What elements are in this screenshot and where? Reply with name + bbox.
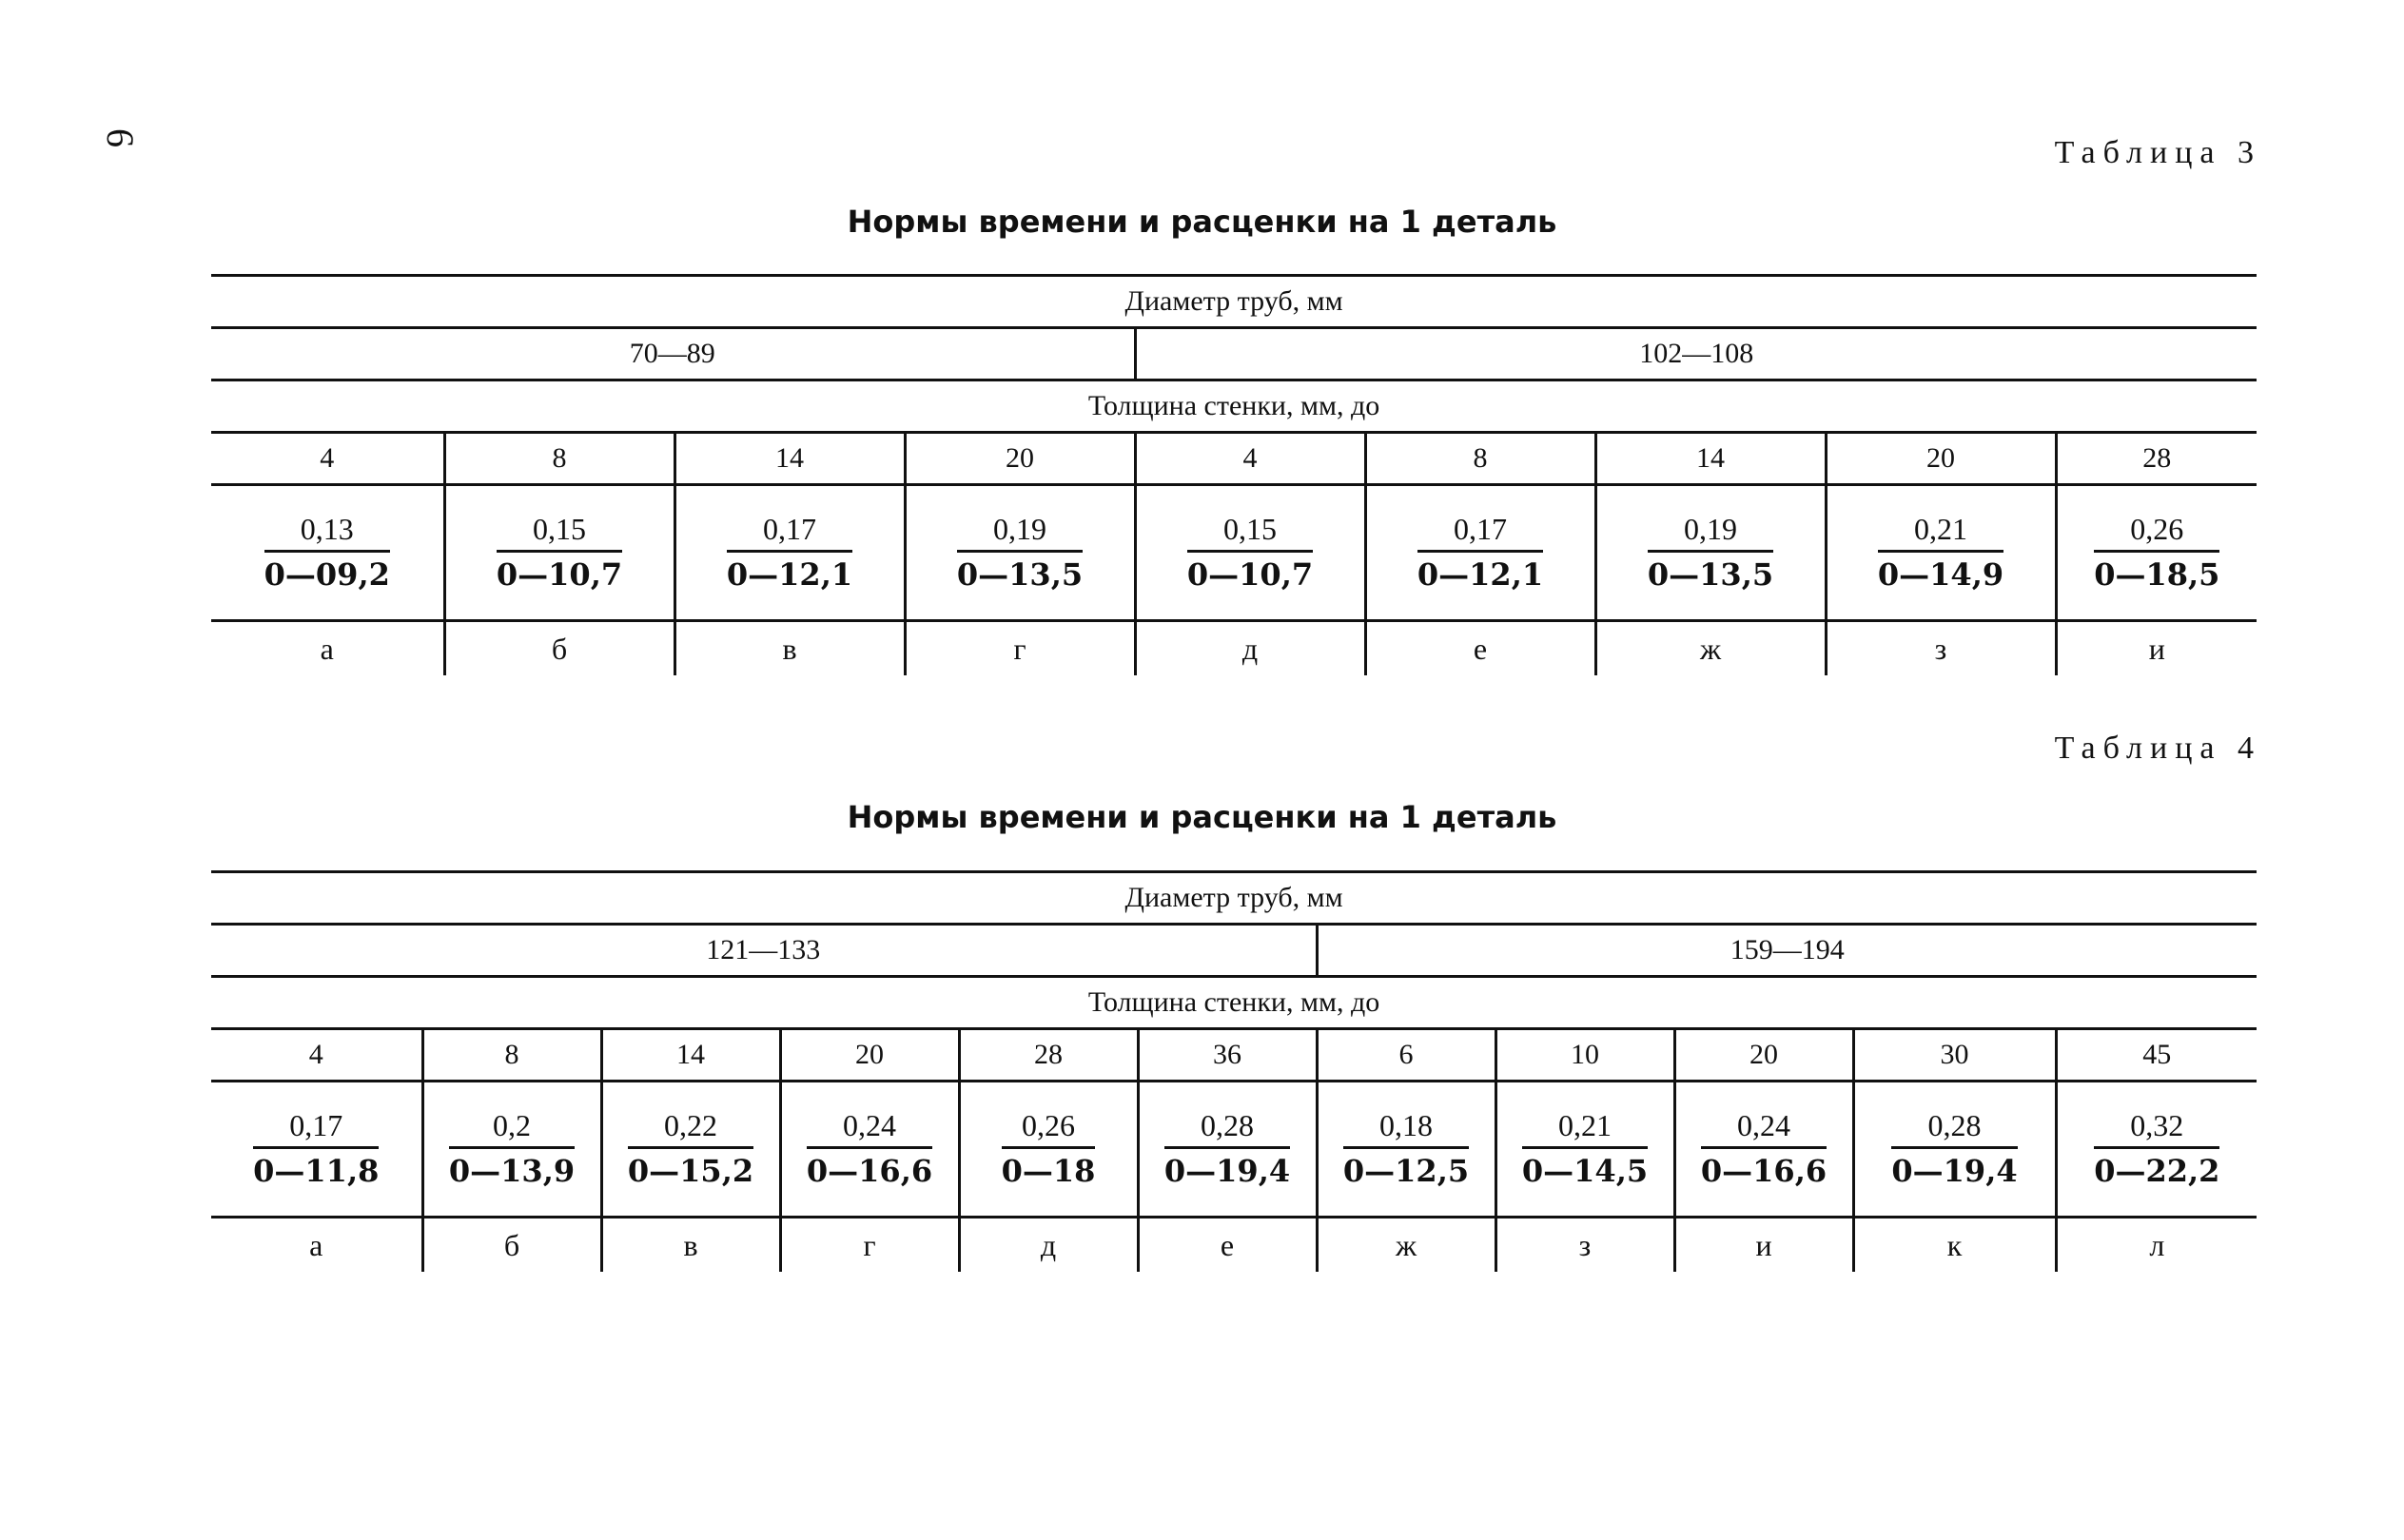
wall-thickness-cell: 20: [1674, 1029, 1853, 1082]
column-letter-cell: в: [601, 1218, 780, 1273]
time-norm-value: 0,24: [1701, 1109, 1827, 1149]
rate-value: 0—14,5: [1521, 1153, 1649, 1190]
column-letter-cell: л: [2056, 1218, 2257, 1273]
rate-value: 0—14,9: [1877, 556, 2004, 594]
norm-rate-cell: [1495, 1082, 1674, 1218]
wall-thickness-cell: 14: [601, 1029, 780, 1082]
column-letter-cell: г: [780, 1218, 959, 1273]
norm-rate-cell: [1826, 485, 2056, 621]
time-norm-value: 0,17: [253, 1109, 379, 1149]
rate-value: 0—13,5: [956, 556, 1084, 594]
rate-value: 0—09,2: [264, 556, 390, 594]
wall-thickness-cell: 4: [211, 1029, 422, 1082]
rate-value: 0—16,6: [806, 1153, 933, 1190]
norm-rate-fraction: [727, 513, 852, 592]
time-norm-value: 0,24: [807, 1109, 932, 1149]
time-norm-value: 0,17: [1417, 513, 1543, 553]
norm-rate-cell: [674, 485, 905, 621]
rate-value: 0—10,7: [1186, 556, 1314, 594]
column-letter-cell: и: [1674, 1218, 1853, 1273]
wall-thickness-cell: 8: [422, 1029, 601, 1082]
norm-rate-fraction: [1891, 1109, 2017, 1188]
norm-rate-cell: [2056, 485, 2257, 621]
column-letter-cell: з: [1826, 621, 2056, 676]
norm-rate-cell: [2056, 1082, 2257, 1218]
wall-thickness-cell: 20: [780, 1029, 959, 1082]
wall-thickness-cell: 4: [211, 433, 444, 485]
column-letter-cell: з: [1495, 1218, 1674, 1273]
time-norm-value: 0,28: [1891, 1109, 2017, 1149]
norm-rate-cell: [905, 485, 1135, 621]
table3-label: Таблица 3: [2054, 135, 2261, 170]
column-letter-cell: и: [2056, 621, 2257, 676]
table3-values-row: [211, 485, 2257, 621]
wall-thickness-cell: 45: [2056, 1029, 2257, 1082]
rate-value: 0—11,8: [253, 1153, 380, 1190]
table3-group-2: 102—108: [1135, 328, 2257, 380]
time-norm-value: 0,26: [1002, 1109, 1096, 1149]
table4-thickness-header: Толщина стенки, мм, до: [211, 977, 2257, 1029]
wall-thickness-cell: 10: [1495, 1029, 1674, 1082]
time-norm-value: 0,17: [727, 513, 852, 553]
norm-rate-fraction: [628, 1109, 753, 1188]
norm-rate-fraction: [1878, 513, 2003, 592]
wall-thickness-cell: 30: [1853, 1029, 2056, 1082]
column-letter-cell: а: [309, 1227, 323, 1262]
table4-title: Нормы времени и расценки на 1 деталь: [847, 799, 1557, 835]
time-norm-value: 0,21: [1522, 1109, 1648, 1149]
norm-rate-fraction: [264, 513, 390, 592]
column-letter-cell: д: [959, 1218, 1138, 1273]
wall-thickness-cell: 20: [1826, 433, 2056, 485]
column-letter-cell: г: [905, 621, 1135, 676]
wall-thickness-cell: 14: [1595, 433, 1826, 485]
time-norm-value: 0,15: [1187, 513, 1313, 553]
column-letter-cell: е: [1365, 621, 1595, 676]
norm-rate-cell: [959, 1082, 1138, 1218]
time-norm-value: 0,21: [1878, 513, 2003, 553]
norm-rate-fraction: [1002, 1109, 1096, 1188]
table4: [211, 870, 2257, 1272]
column-letter-cell: в: [674, 621, 905, 676]
rate-value: 0—13,9: [448, 1153, 576, 1190]
table4-group-1: 121—133: [211, 925, 1317, 977]
rate-value: 0—18: [1001, 1153, 1096, 1190]
table4-diameter-header: Диаметр труб, мм: [211, 872, 2257, 925]
table3-title: Нормы времени и расценки на 1 деталь: [847, 204, 1557, 240]
norm-rate-cell: [211, 485, 444, 621]
wall-thickness-cell: 14: [674, 433, 905, 485]
norm-rate-cell: [211, 1082, 422, 1218]
table4-letters-row: [211, 1218, 2257, 1273]
norm-rate-fraction: [1701, 1109, 1827, 1188]
column-letter-cell: ж: [1595, 621, 1826, 676]
norm-rate-fraction: [1343, 1109, 1469, 1188]
rate-value: 0—13,5: [1647, 556, 1774, 594]
rate-value: 0—16,6: [1700, 1153, 1827, 1190]
column-letter-cell: б: [444, 621, 674, 676]
table4-label: Таблица 4: [2054, 731, 2261, 766]
time-norm-value: 0,18: [1343, 1109, 1469, 1149]
wall-thickness-cell: 8: [1365, 433, 1595, 485]
norm-rate-fraction: [807, 1109, 932, 1188]
wall-thickness-cell: 28: [959, 1029, 1138, 1082]
table3-thickness-header: Толщина стенки, мм, до: [211, 380, 2257, 433]
norm-rate-fraction: [2094, 513, 2219, 592]
table3-diameter-header: Диаметр труб, мм: [211, 276, 2257, 328]
table4-group-2: 159—194: [1317, 925, 2257, 977]
norm-rate-fraction: [1417, 513, 1543, 592]
column-letter-cell: ж: [1317, 1218, 1495, 1273]
norm-rate-cell: [1135, 485, 1365, 621]
time-norm-value: 0,22: [628, 1109, 753, 1149]
table3: [211, 274, 2257, 675]
rate-value: 0—19,4: [1891, 1153, 2018, 1190]
rate-value: 0—19,4: [1163, 1153, 1291, 1190]
norm-rate-fraction: [1522, 1109, 1648, 1188]
norm-rate-cell: [1317, 1082, 1495, 1218]
time-norm-value: 0,19: [957, 513, 1083, 553]
column-letter-cell: б: [422, 1218, 601, 1273]
rate-value: 0—10,7: [496, 556, 623, 594]
time-norm-value: 0,15: [497, 513, 622, 553]
column-letter-cell: а: [320, 631, 334, 666]
norm-rate-cell: [422, 1082, 601, 1218]
table3-thickness-row: [211, 433, 2257, 485]
norm-rate-fraction: [1648, 513, 1773, 592]
norm-rate-fraction: [253, 1109, 379, 1188]
wall-thickness-cell: 28: [2056, 433, 2257, 485]
norm-rate-cell: [1595, 485, 1826, 621]
time-norm-value: 0,32: [2094, 1109, 2219, 1149]
wall-thickness-cell: 20: [905, 433, 1135, 485]
norm-rate-cell: [444, 485, 674, 621]
norm-rate-fraction: [2094, 1109, 2219, 1188]
norm-rate-cell: [1138, 1082, 1317, 1218]
time-norm-value: 0,13: [264, 513, 390, 553]
time-norm-value: 0,28: [1164, 1109, 1290, 1149]
page-number: 6: [99, 128, 142, 147]
norm-rate-cell: [1853, 1082, 2056, 1218]
rate-value: 0—12,1: [726, 556, 853, 594]
rate-value: 0—18,5: [2094, 556, 2220, 594]
wall-thickness-cell: 4: [1135, 433, 1365, 485]
column-letter-cell: к: [1853, 1218, 2056, 1273]
norm-rate-fraction: [1164, 1109, 1290, 1188]
time-norm-value: 0,2: [449, 1109, 575, 1149]
rate-value: 0—12,1: [1417, 556, 1544, 594]
wall-thickness-cell: 36: [1138, 1029, 1317, 1082]
time-norm-value: 0,26: [2094, 513, 2219, 553]
table3-group-1: 70—89: [211, 328, 1135, 380]
rate-value: 0—22,2: [2094, 1153, 2220, 1190]
norm-rate-fraction: [497, 513, 622, 592]
norm-rate-cell: [1674, 1082, 1853, 1218]
norm-rate-cell: [1365, 485, 1595, 621]
wall-thickness-cell: 6: [1317, 1029, 1495, 1082]
table3-letters-row: [211, 621, 2257, 676]
norm-rate-fraction: [957, 513, 1083, 592]
rate-value: 0—15,2: [627, 1153, 754, 1190]
norm-rate-fraction: [449, 1109, 575, 1188]
column-letter-cell: д: [1135, 621, 1365, 676]
column-letter-cell: е: [1138, 1218, 1317, 1273]
time-norm-value: 0,19: [1648, 513, 1773, 553]
norm-rate-fraction: [1187, 513, 1313, 592]
norm-rate-cell: [780, 1082, 959, 1218]
table4-values-row: [211, 1082, 2257, 1218]
rate-value: 0—12,5: [1342, 1153, 1470, 1190]
norm-rate-cell: [601, 1082, 780, 1218]
table4-thickness-row: [211, 1029, 2257, 1082]
wall-thickness-cell: 8: [444, 433, 674, 485]
